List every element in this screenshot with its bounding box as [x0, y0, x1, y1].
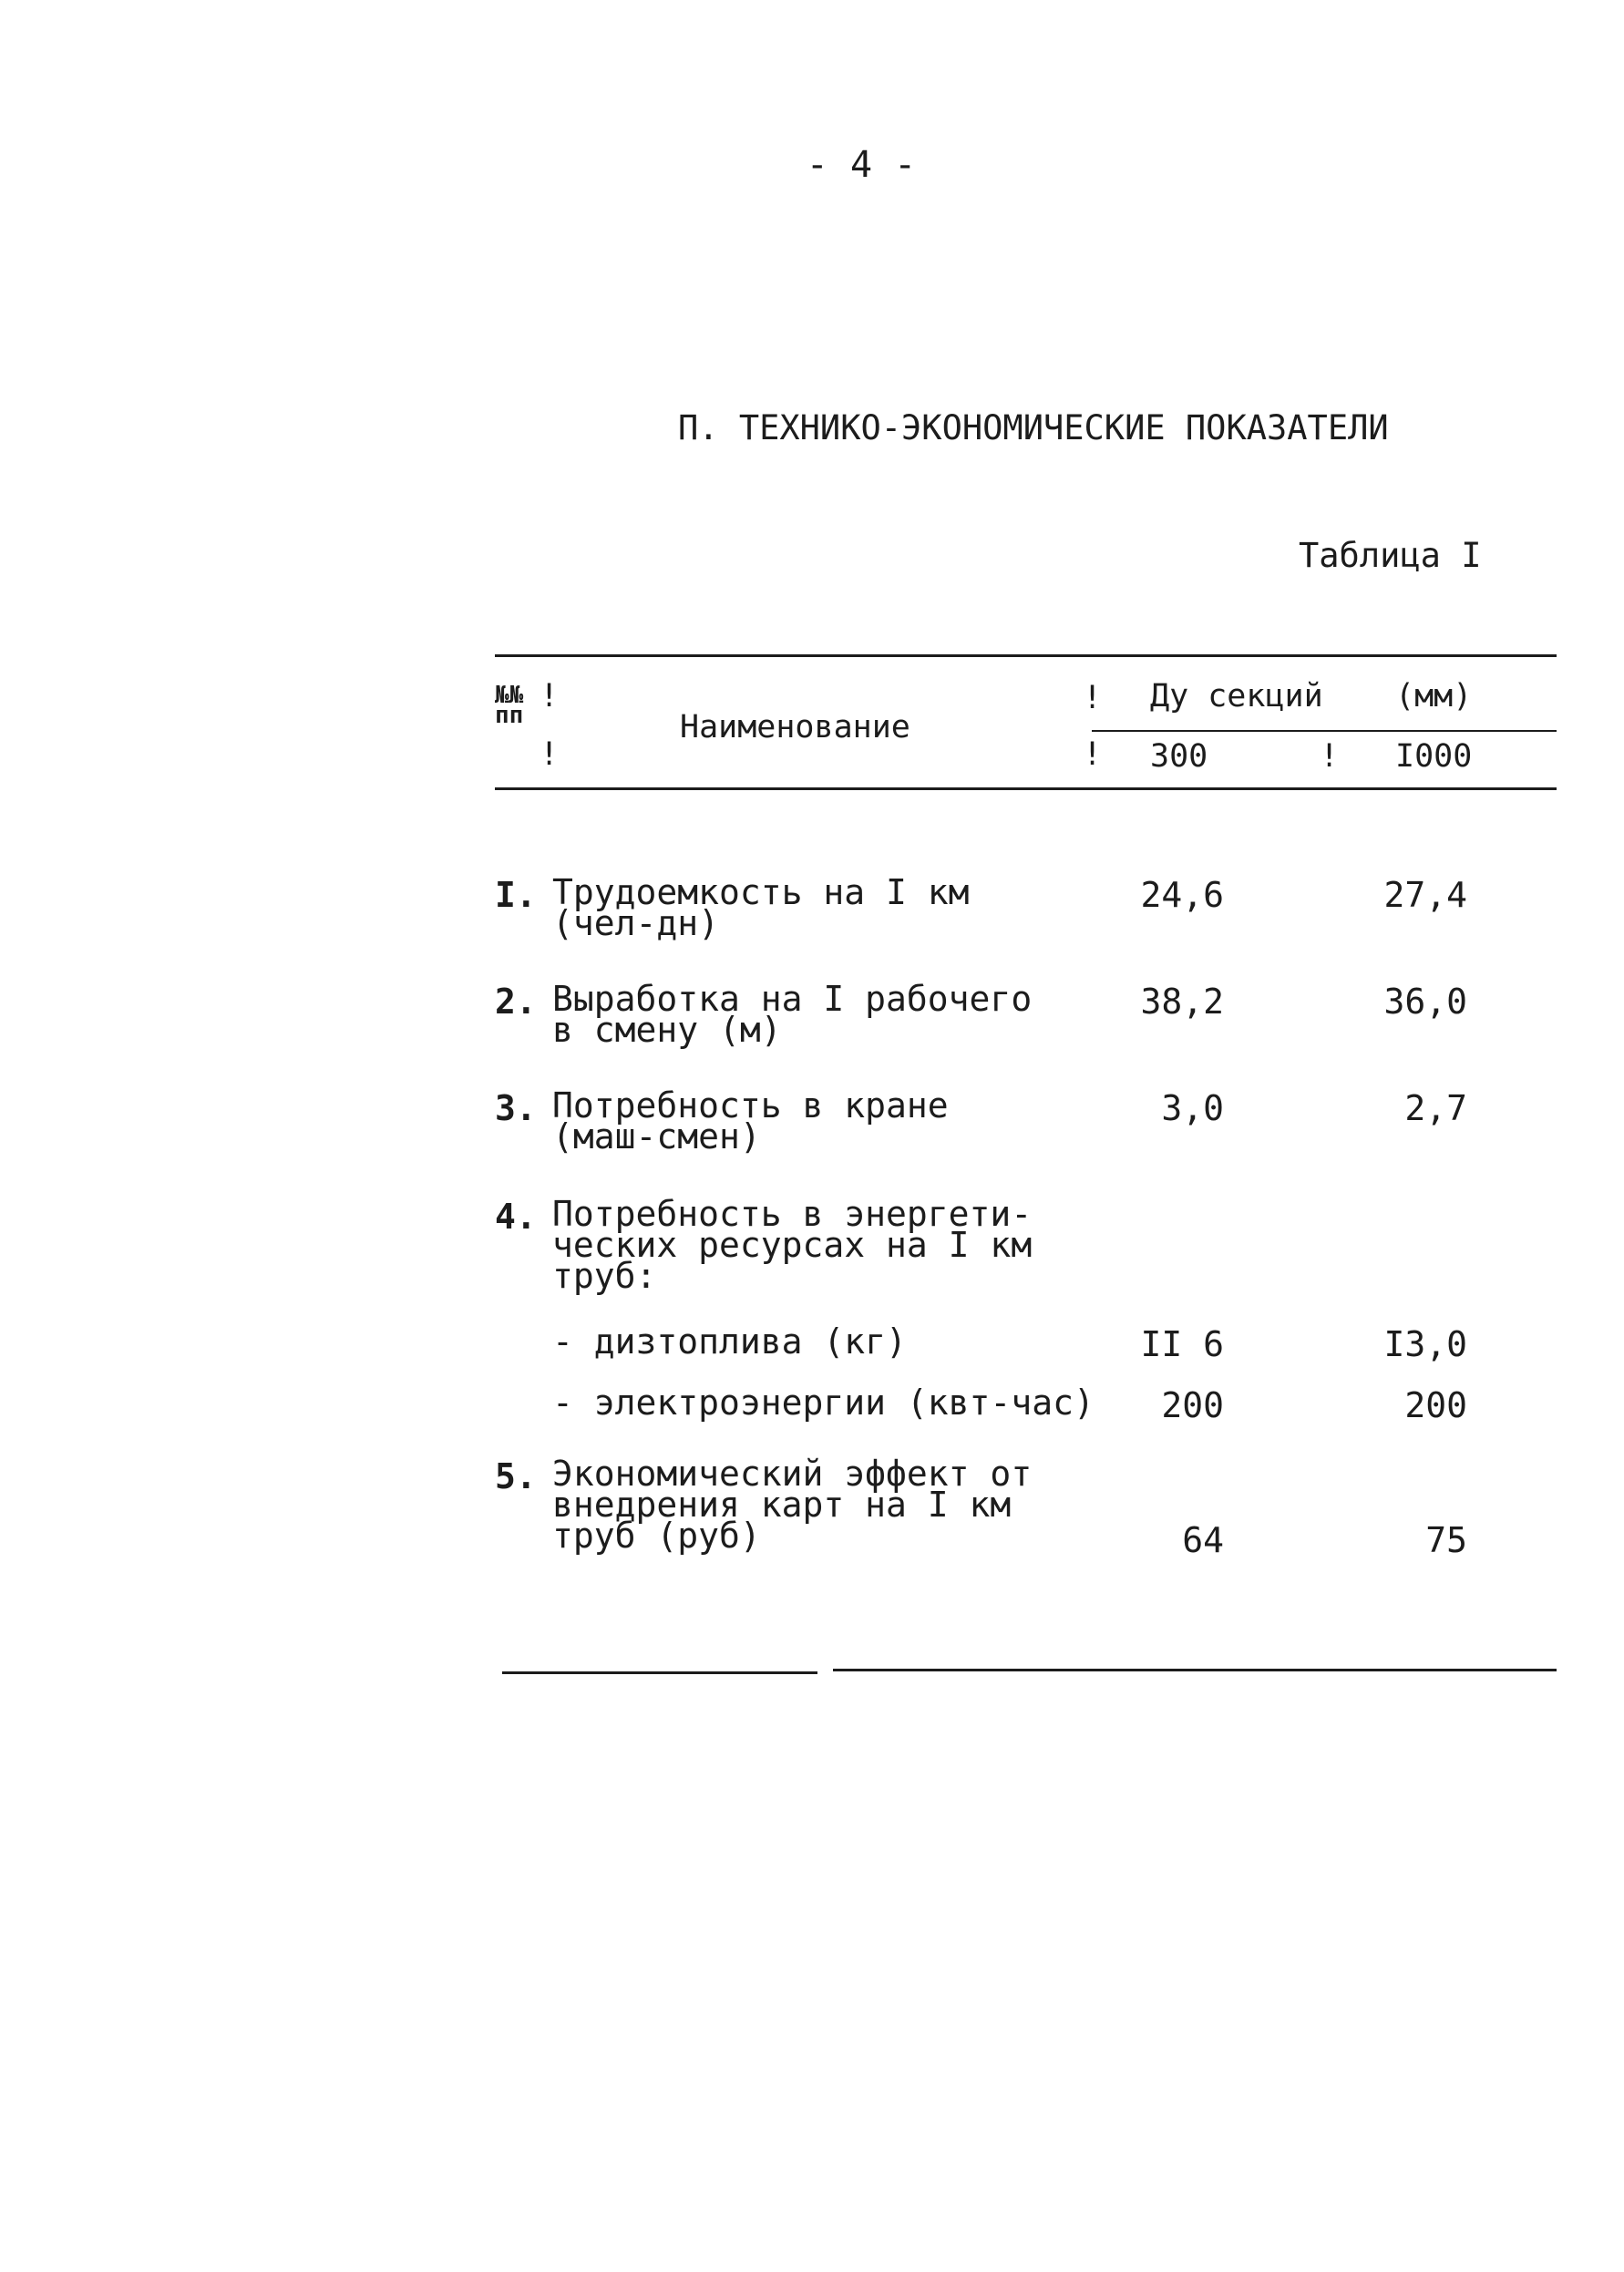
row-label: Потребность в кране (маш-смен) [552, 1085, 949, 1157]
table-bottom-rule-right [833, 1669, 1557, 1671]
value-1000: I3,0 [1383, 1324, 1467, 1364]
row-number: 4. [495, 1197, 537, 1237]
header-size-sep: ! [1320, 738, 1340, 775]
value-300: 24,6 [1140, 875, 1224, 915]
value-300: 3,0 [1161, 1088, 1224, 1128]
value-1000: 27,4 [1383, 875, 1467, 915]
header-size-1000: I000 [1395, 738, 1473, 775]
header-num-col: №№ пп [495, 682, 524, 729]
header-name-col: Наименование [680, 709, 910, 745]
header-sep-num-1: ! [540, 678, 560, 714]
header-sep-left-1: ! [1083, 680, 1103, 716]
row-label: Выработка на I рабочего в смену (м) [552, 979, 1033, 1050]
row-label: - дизтоплива (кг) [552, 1321, 907, 1362]
value-300: 200 [1161, 1385, 1224, 1425]
header-group-unit: (мм) [1395, 678, 1473, 714]
header-subdivider [1092, 730, 1557, 732]
row-label: Трудоемкость на I км (чел-дн) [552, 872, 970, 943]
row-label: Потребность в энергети- ческих ресурсах на I км труб: [552, 1194, 1033, 1296]
value-300: II 6 [1140, 1324, 1224, 1364]
table-bottom-rule-left [502, 1671, 817, 1674]
page-number: - 4 - [806, 144, 917, 186]
table-caption: Таблица I [1299, 536, 1482, 575]
row-number: 2. [495, 982, 537, 1022]
table-top-rule [495, 654, 1557, 657]
value-300: 38,2 [1140, 982, 1224, 1022]
row-number: I. [495, 875, 537, 915]
header-sep-num-2: ! [540, 736, 560, 773]
header-size-300: 300 [1150, 738, 1208, 775]
header-group-label: Ду секций [1150, 678, 1323, 714]
header-bottom-rule [495, 787, 1557, 790]
value-1000: 36,0 [1383, 982, 1467, 1022]
value-1000: 75 [1425, 1520, 1467, 1560]
value-1000: 200 [1404, 1385, 1467, 1425]
value-300: 64 [1182, 1520, 1224, 1560]
row-label: Экономический эффект от внедрения карт на I км труб (руб) [552, 1454, 1033, 1556]
value-1000: 2,7 [1404, 1088, 1467, 1128]
row-label: - электроэнергии (квт-час) [552, 1383, 1095, 1423]
row-number: 5. [495, 1456, 537, 1496]
section-title: П. ТЕХНИКО-ЭКОНОМИЧЕСКИЕ ПОКАЗАТЕЛИ [678, 408, 1389, 447]
row-number: 3. [495, 1088, 537, 1128]
header-sep-left-2: ! [1083, 736, 1103, 773]
